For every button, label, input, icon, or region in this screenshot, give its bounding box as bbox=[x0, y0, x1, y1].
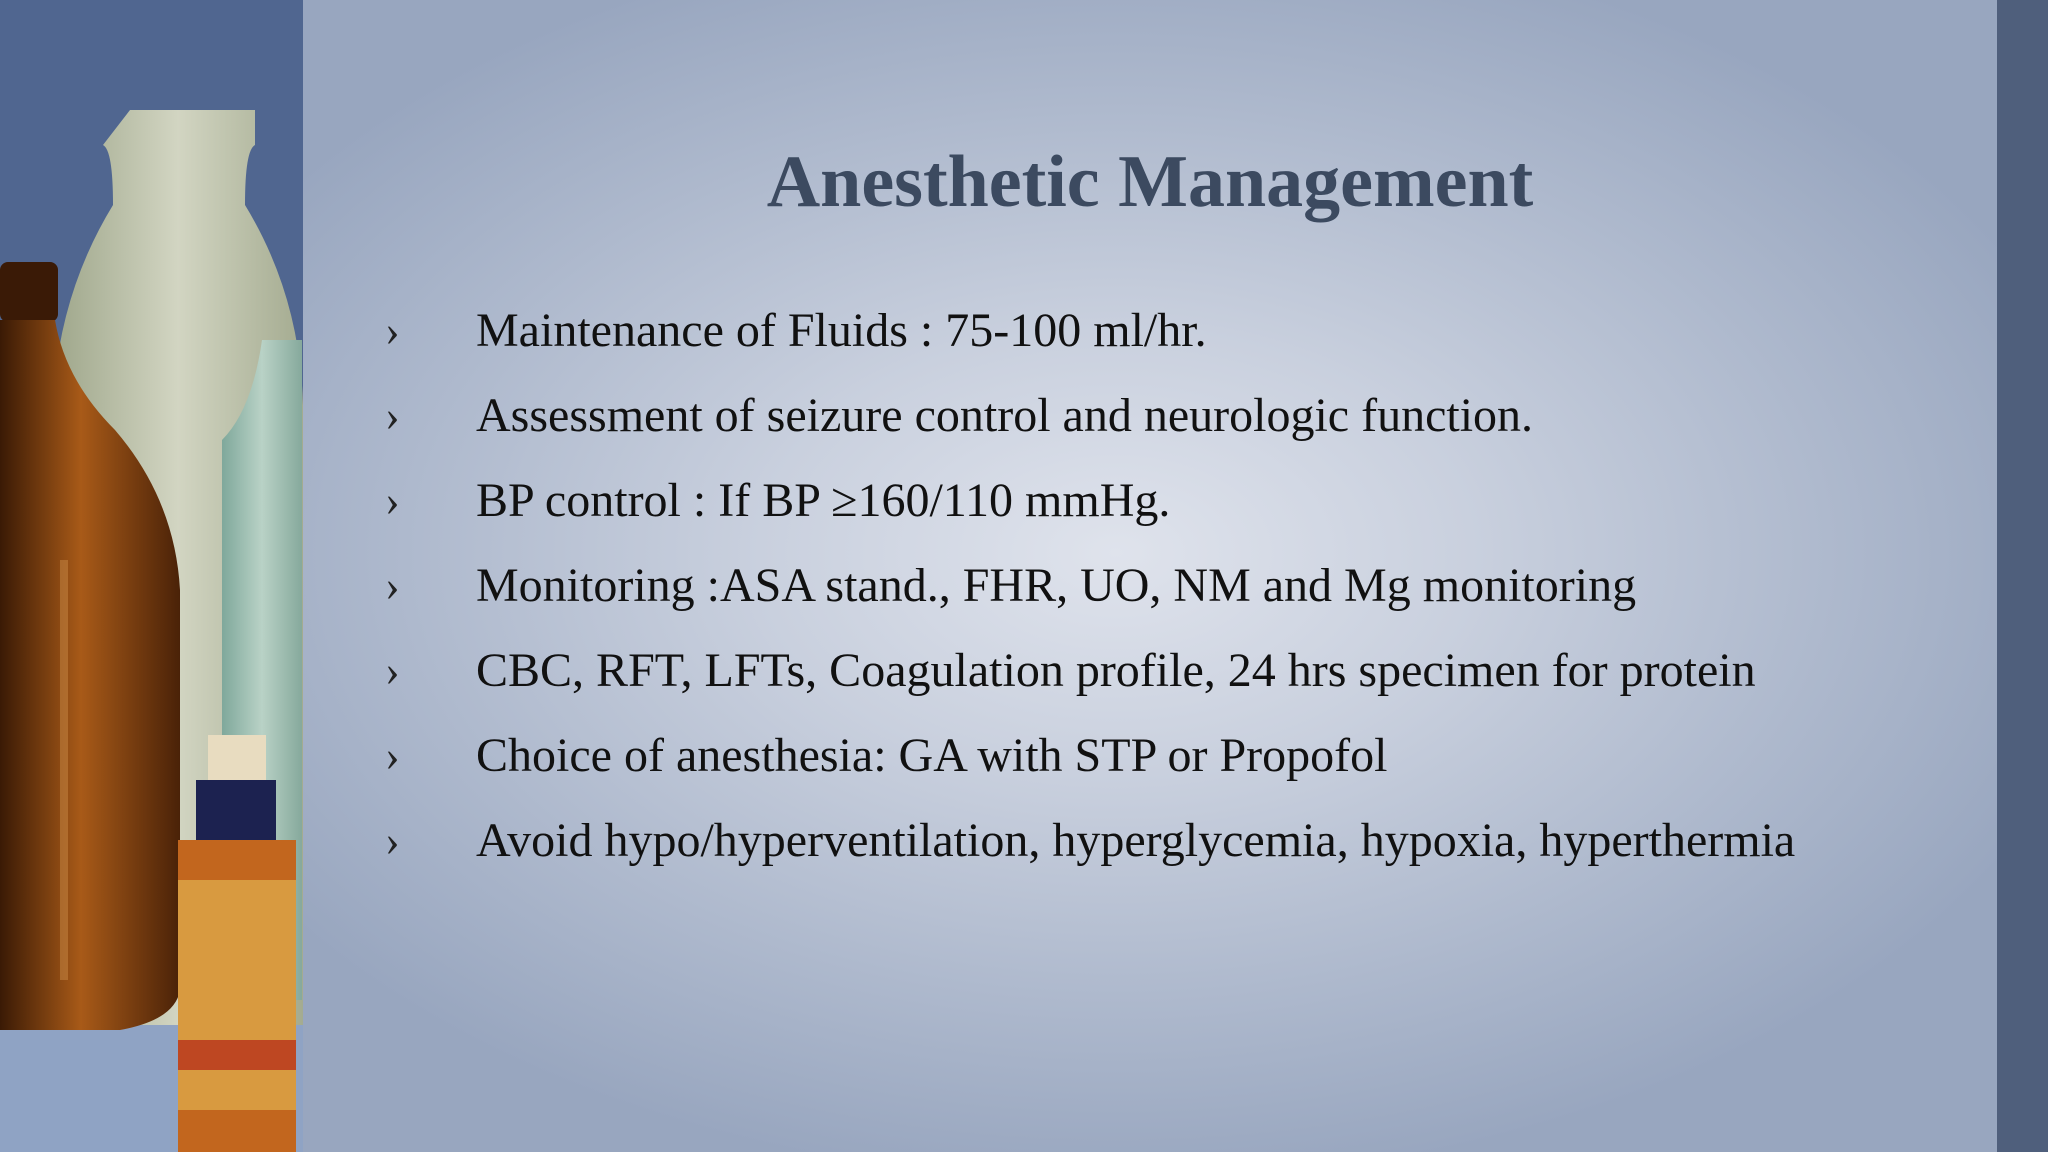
bullet-text: Monitoring :ASA stand., FHR, UO, NM and Mg monitoring bbox=[476, 559, 1637, 612]
bullet-text: Choice of anesthesia: GA with STP or Propofol bbox=[476, 729, 1388, 782]
chevron-right-icon: › bbox=[385, 391, 400, 440]
bullet-item bbox=[385, 475, 1945, 527]
chevron-right-icon: › bbox=[385, 476, 400, 525]
chevron-right-icon: › bbox=[385, 731, 400, 780]
bullet-text: CBC, RFT, LFTs, Coagulation profile, 24 hrs specimen for protein bbox=[476, 644, 1756, 697]
bullet-text: BP control : If BP ≥160/110 mmHg. bbox=[476, 474, 1171, 527]
chevron-right-icon: › bbox=[385, 561, 400, 610]
chevron-right-icon: › bbox=[385, 646, 400, 695]
right-accent-bar bbox=[1997, 0, 2048, 1152]
bullet-item bbox=[385, 390, 1945, 442]
slide-content-panel bbox=[303, 0, 1997, 1152]
bullet-item bbox=[385, 645, 1945, 697]
slide-title: Anesthetic Management bbox=[766, 141, 1534, 223]
medicine-bottles-photo bbox=[0, 0, 303, 1152]
chevron-right-icon: › bbox=[385, 306, 400, 355]
bullet-text: Assessment of seizure control and neurologic function. bbox=[476, 389, 1534, 442]
bullet-text: Avoid hypo/hyperventilation, hyperglycemia, hypoxia, hyperthermia bbox=[476, 814, 1796, 867]
bullet-item bbox=[385, 815, 1945, 867]
chevron-right-icon: › bbox=[385, 816, 400, 865]
bullet-item bbox=[385, 305, 1945, 357]
bullet-text: Maintenance of Fluids : 75-100 ml/hr. bbox=[476, 304, 1207, 357]
bullet-item bbox=[385, 730, 1945, 782]
bullet-list bbox=[385, 305, 1945, 900]
bullet-item bbox=[385, 560, 1945, 612]
